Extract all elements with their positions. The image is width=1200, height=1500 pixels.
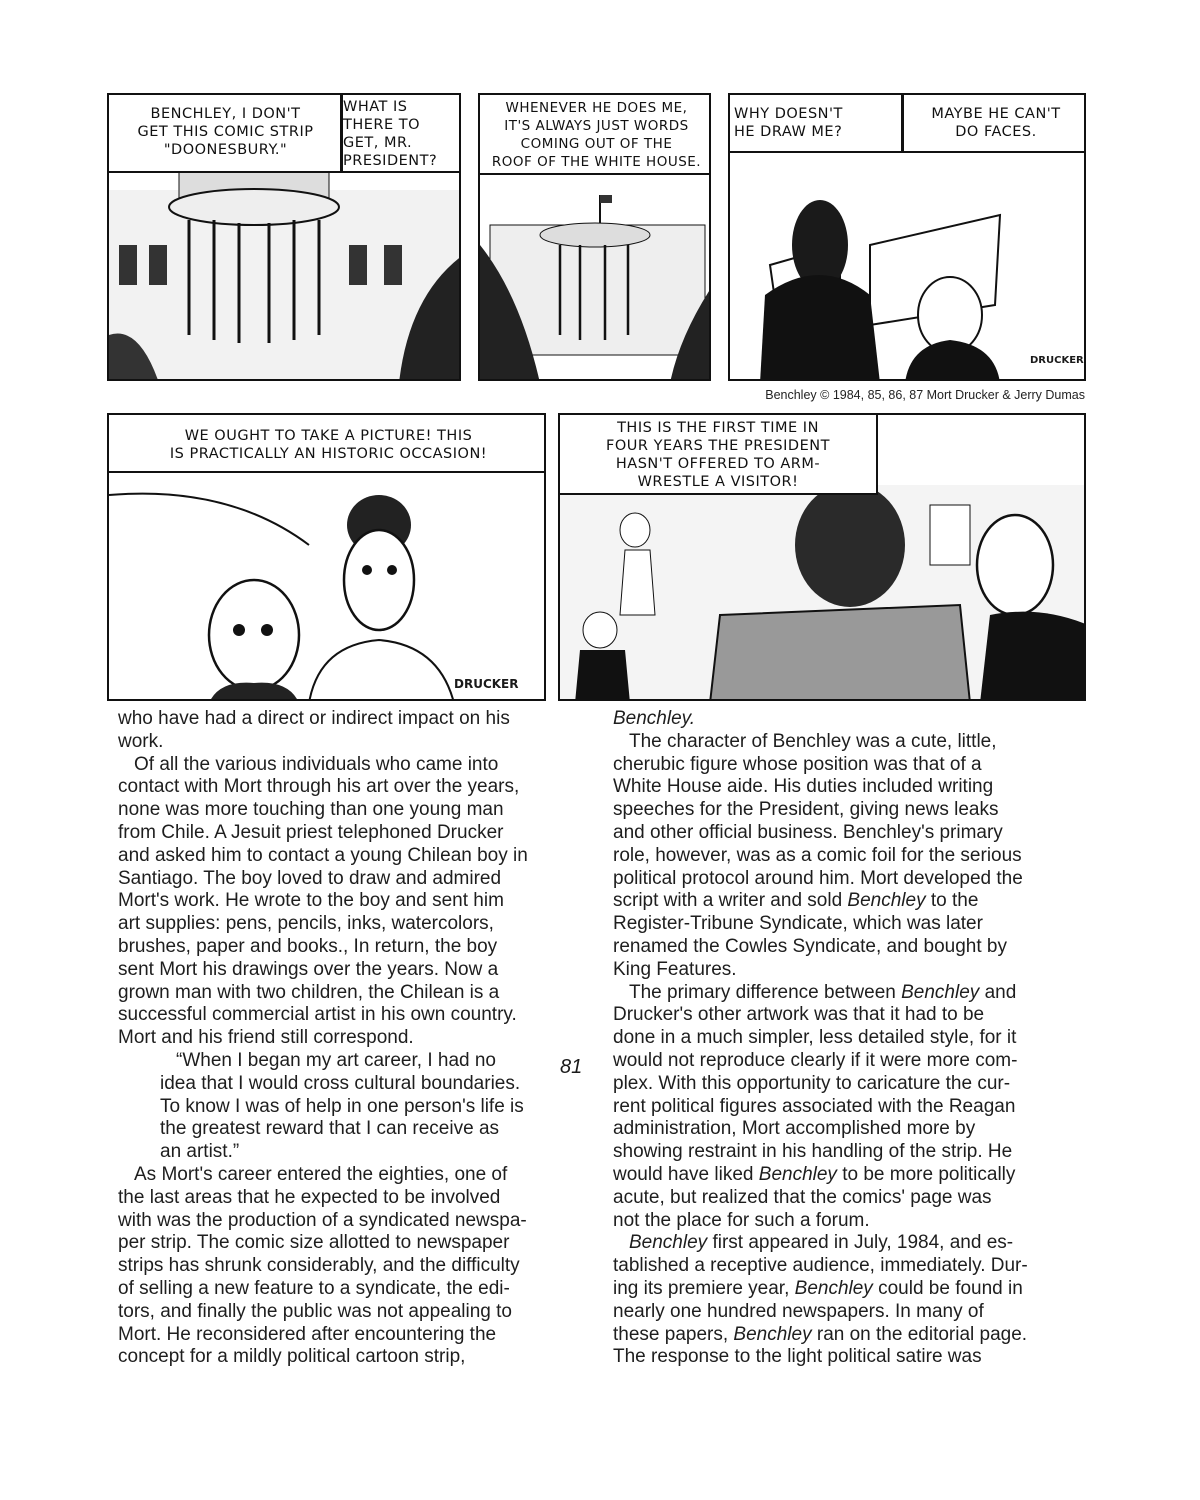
text-line: [613, 754, 1093, 777]
text-segment: To know I was of help in one person's life is: [160, 1095, 524, 1117]
text-segment: Santiago. The boy loved to draw and admired: [118, 867, 502, 889]
text-segment: per strip. The comic size allotted to newspaper: [118, 1232, 510, 1254]
speech-balloon: THIS IS THE FIRST TIME IN FOUR YEARS THE PRESIDENT HASN'T OFFERED TO ARM- WRESTLE A VISITOR!: [606, 420, 830, 490]
text-line: [613, 1141, 1093, 1164]
text-line: [613, 890, 1093, 913]
text-segment: done in a much simpler, less detailed style, for it: [613, 1027, 1017, 1049]
text-line: [613, 1232, 1093, 1255]
body-text-right-column: [613, 708, 1093, 1369]
text-line: [118, 1027, 588, 1050]
text-line: [118, 822, 588, 845]
text-line: [118, 1004, 588, 1027]
text-line: [118, 1210, 588, 1233]
text-line: [118, 1073, 588, 1096]
comic-panel-white-house-2: [478, 93, 711, 381]
text-line: [613, 936, 1093, 959]
text-segment: art supplies: pens, pencils, inks, watercolors,: [118, 913, 494, 935]
text-segment: Mort. He reconsidered after encountering the: [118, 1323, 497, 1345]
text-line: [613, 822, 1093, 845]
artist-signature: DRUCKER: [454, 677, 519, 691]
text-segment: cherubic figure whose position was that of a: [613, 753, 982, 775]
italic-title-text: Benchley: [847, 890, 926, 912]
text-segment: an artist.”: [160, 1141, 240, 1163]
text-segment: Of all the various individuals who came into: [134, 753, 499, 775]
text-segment: The character of Benchley was a cute, little,: [629, 730, 997, 752]
text-segment: Mort's work. He wrote to the boy and sent him: [118, 890, 504, 912]
copyright-caption: Benchley © 1984, 85, 86, 87 Mort Drucker & Jerry Dumas: [765, 388, 1085, 402]
text-segment: ran on the editorial page.: [811, 1323, 1028, 1345]
text-segment: tors, and finally the public was not appealing to: [118, 1300, 512, 1322]
text-line: [118, 1187, 588, 1210]
text-segment: script with a writer and sold: [613, 890, 848, 912]
text-line: [118, 982, 588, 1005]
text-line: [613, 868, 1093, 891]
text-line: [613, 1301, 1093, 1324]
text-line: [118, 1346, 588, 1369]
text-line: [118, 1141, 588, 1164]
speech-balloon: WHENEVER HE DOES ME, IT'S ALWAYS JUST WORDS COMING OUT OF THE ROOF OF THE WHITE HOUSE.: [491, 100, 702, 170]
text-segment: nearly one hundred newspapers. In many of: [613, 1300, 984, 1322]
speech-balloon: BENCHLEY, I DON'T GET THIS COMIC STRIP "DOONESBURY.": [137, 106, 314, 158]
text-line: [118, 1255, 588, 1278]
text-line: [613, 982, 1093, 1005]
text-segment: The primary difference between: [629, 981, 902, 1003]
text-line: [613, 959, 1093, 982]
text-line: [118, 913, 588, 936]
text-segment: idea that I would cross cultural boundaries.: [160, 1072, 521, 1094]
text-line: [613, 799, 1093, 822]
text-segment: the greatest reward that I can receive as: [160, 1118, 500, 1140]
text-line: [118, 708, 588, 731]
text-segment: first appeared in July, 1984, and es-: [707, 1232, 1014, 1254]
page-number: 81: [560, 1056, 583, 1078]
text-segment: and asked him to contact a young Chilean boy in: [118, 844, 528, 866]
text-segment: with was the production of a syndicated newspa-: [118, 1209, 527, 1231]
text-line: [118, 1232, 588, 1255]
text-line: [118, 754, 588, 777]
italic-title-text: Benchley: [733, 1323, 812, 1345]
text-segment: none was more touching than one young man: [118, 799, 504, 821]
speech-balloon: MAYBE HE CAN'T DO FACES.: [931, 106, 1061, 140]
text-line: [118, 1096, 588, 1119]
text-segment: who have had a direct or indirect impact on his: [118, 708, 510, 729]
text-segment: and other official business. Benchley's primary: [613, 821, 1003, 843]
text-line: [613, 1096, 1093, 1119]
text-segment: could be found in: [872, 1277, 1023, 1299]
text-segment: acute, but realized that the comics' page was: [613, 1186, 992, 1208]
text-segment: grown man with two children, the Chilean is a: [118, 981, 500, 1003]
italic-title-text: Benchley: [901, 981, 980, 1003]
text-segment: concept for a mildly political cartoon strip,: [118, 1346, 466, 1368]
text-line: [118, 890, 588, 913]
text-segment: tablished a receptive audience, immediately. Dur-: [613, 1255, 1028, 1277]
text-segment: work.: [118, 730, 164, 752]
comic-panel-benchley-photo: [107, 413, 546, 701]
text-line: [613, 708, 1093, 731]
text-line: [118, 1278, 588, 1301]
italic-title-text: Benchley: [629, 1232, 708, 1254]
text-line: [613, 1073, 1093, 1096]
text-line: [118, 1050, 588, 1073]
comic-panel-oval-office: [558, 413, 1086, 701]
text-segment: to the: [925, 890, 979, 912]
text-line: [613, 1187, 1093, 1210]
text-line: [118, 845, 588, 868]
speech-balloon: WHAT IS THERE TO GET, MR. PRESIDENT?: [343, 99, 438, 169]
text-segment: the last areas that he expected to be involved: [118, 1186, 501, 1208]
body-text-left-column: [118, 708, 588, 1369]
text-line: [613, 1027, 1093, 1050]
text-line: [613, 1346, 1093, 1369]
text-segment: role, however, was as a comic foil for the serious: [613, 844, 1022, 866]
text-segment: showing restraint in his handling of the strip. He: [613, 1141, 1013, 1163]
text-segment: Register-Tribune Syndicate, which was later: [613, 913, 983, 935]
text-line: [118, 776, 588, 799]
text-segment: political protocol around him. Mort developed the: [613, 867, 1023, 889]
text-segment: would have liked: [613, 1163, 759, 1185]
text-segment: brushes, paper and books., In return, the boy: [118, 935, 498, 957]
text-segment: “When I began my art career, I had no: [176, 1049, 497, 1071]
text-line: [613, 776, 1093, 799]
text-segment: renamed the Cowles Syndicate, and bought by: [613, 935, 1007, 957]
text-line: [613, 1210, 1093, 1233]
text-line: [613, 1324, 1093, 1347]
artist-signature: DRUCKER: [1030, 355, 1084, 366]
text-line: [613, 1118, 1093, 1141]
text-segment: rent political figures associated with the Reagan: [613, 1095, 1016, 1117]
text-line: [613, 731, 1093, 754]
text-segment: contact with Mort through his art over the years,: [118, 776, 520, 798]
text-line: [613, 1050, 1093, 1073]
text-segment: and: [979, 981, 1017, 1003]
text-segment: would not reproduce clearly if it were more com-: [613, 1049, 1018, 1071]
comic-panel-president-newspaper: [728, 93, 1086, 381]
text-line: [118, 936, 588, 959]
speech-balloon: WHY DOESN'T HE DRAW ME?: [734, 106, 843, 140]
italic-title-text: Benchley.: [613, 708, 696, 729]
text-segment: not the place for such a forum.: [613, 1209, 870, 1231]
text-segment: speeches for the President, giving news leaks: [613, 799, 999, 821]
text-line: [118, 1301, 588, 1324]
text-line: [118, 799, 588, 822]
text-segment: White House aide. His duties included writing: [613, 776, 994, 798]
text-segment: Drucker's other artwork was that it had to be: [613, 1004, 985, 1026]
text-segment: King Features.: [613, 958, 737, 980]
text-line: [118, 868, 588, 891]
text-segment: from Chile. A Jesuit priest telephoned Drucker: [118, 821, 504, 843]
text-line: [118, 1118, 588, 1141]
text-segment: successful commercial artist in his own country.: [118, 1004, 517, 1026]
italic-title-text: Benchley: [758, 1163, 837, 1185]
text-line: [613, 1164, 1093, 1187]
speech-balloon: WE OUGHT TO TAKE A PICTURE! THIS IS PRACTICALLY AN HISTORIC OCCASION!: [169, 428, 488, 462]
text-line: [118, 731, 588, 754]
text-segment: strips has shrunk considerably, and the difficulty: [118, 1255, 520, 1277]
text-segment: to be more politically: [836, 1163, 1016, 1185]
text-segment: Mort and his friend still correspond.: [118, 1027, 414, 1049]
text-segment: administration, Mort accomplished more by: [613, 1118, 976, 1140]
comic-panel-white-house-1: [107, 93, 461, 381]
text-line: [613, 1255, 1093, 1278]
text-line: [613, 1278, 1093, 1301]
text-segment: of selling a new feature to a syndicate, the edi-: [118, 1277, 510, 1299]
text-segment: these papers,: [613, 1323, 734, 1345]
text-line: [613, 845, 1093, 868]
text-segment: The response to the light political satire was: [613, 1346, 982, 1368]
text-segment: ing its premiere year,: [613, 1277, 795, 1299]
text-line: [118, 1324, 588, 1347]
text-segment: plex. With this opportunity to caricature the cur-: [613, 1072, 1011, 1094]
text-line: [613, 1004, 1093, 1027]
text-segment: sent Mort his drawings over the years. Now a: [118, 958, 499, 980]
text-line: [613, 913, 1093, 936]
text-line: [118, 959, 588, 982]
italic-title-text: Benchley: [794, 1277, 873, 1299]
text-line: [118, 1164, 588, 1187]
text-segment: As Mort's career entered the eighties, one of: [134, 1163, 508, 1185]
